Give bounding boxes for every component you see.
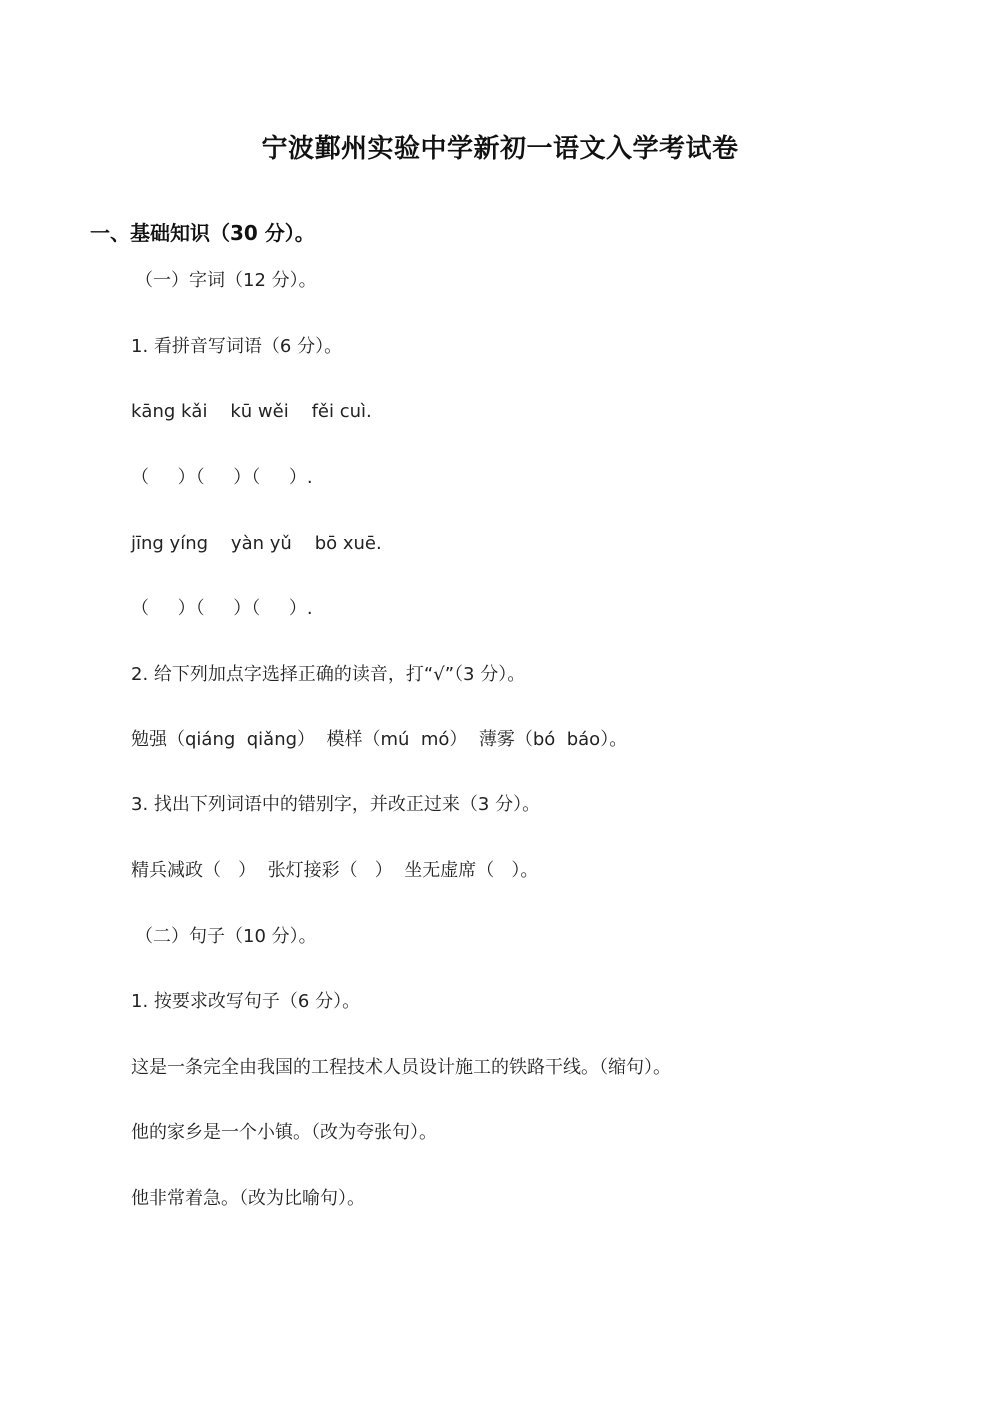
section-heading-basic-knowledge: 一、基础知识（30 分）。 [90,221,315,245]
subsection-heading-words: （一）字词（12 分）。 [135,270,317,291]
page-title: 宁波鄞州实验中学新初一语文入学考试卷 [261,134,739,164]
question-2-prompt: 2. 给下列加点字选择正确的读音，打“√”（3 分）。 [131,664,526,685]
pinyin-row-1: kāng kǎi kū wěi fěi cuì. [131,401,372,422]
sentence-item-3: 他非常着急。（改为比喻句）。 [131,1188,365,1209]
sentence-item-1: 这是一条完全由我国的工程技术人员设计施工的铁路干线。（缩句）。 [131,1057,671,1078]
sentence-question-1-prompt: 1. 按要求改写句子（6 分）。 [131,991,361,1012]
pinyin-row-2: jīng yíng yàn yǔ bō xuē. [131,533,382,554]
answer-blanks-row-1: （ ）（ ）（ ）. [131,467,313,488]
sentence-item-2: 他的家乡是一个小镇。（改为夸张句）。 [131,1122,437,1143]
question-3-items: 精兵减政（ ） 张灯接彩（ ） 坐无虚席（ ）。 [131,860,539,881]
question-3-prompt: 3. 找出下列词语中的错别字，并改正过来（3 分）。 [131,794,541,815]
question-2-items: 勉强（qiáng qiǎng） 模样（mú mó） 薄雾（bó báo）。 [131,729,628,750]
answer-blanks-row-2: （ ）（ ）（ ）. [131,598,313,619]
question-1-prompt: 1. 看拼音写词语（6 分）。 [131,336,343,357]
subsection-heading-sentences: （二）句子（10 分）。 [135,926,317,947]
